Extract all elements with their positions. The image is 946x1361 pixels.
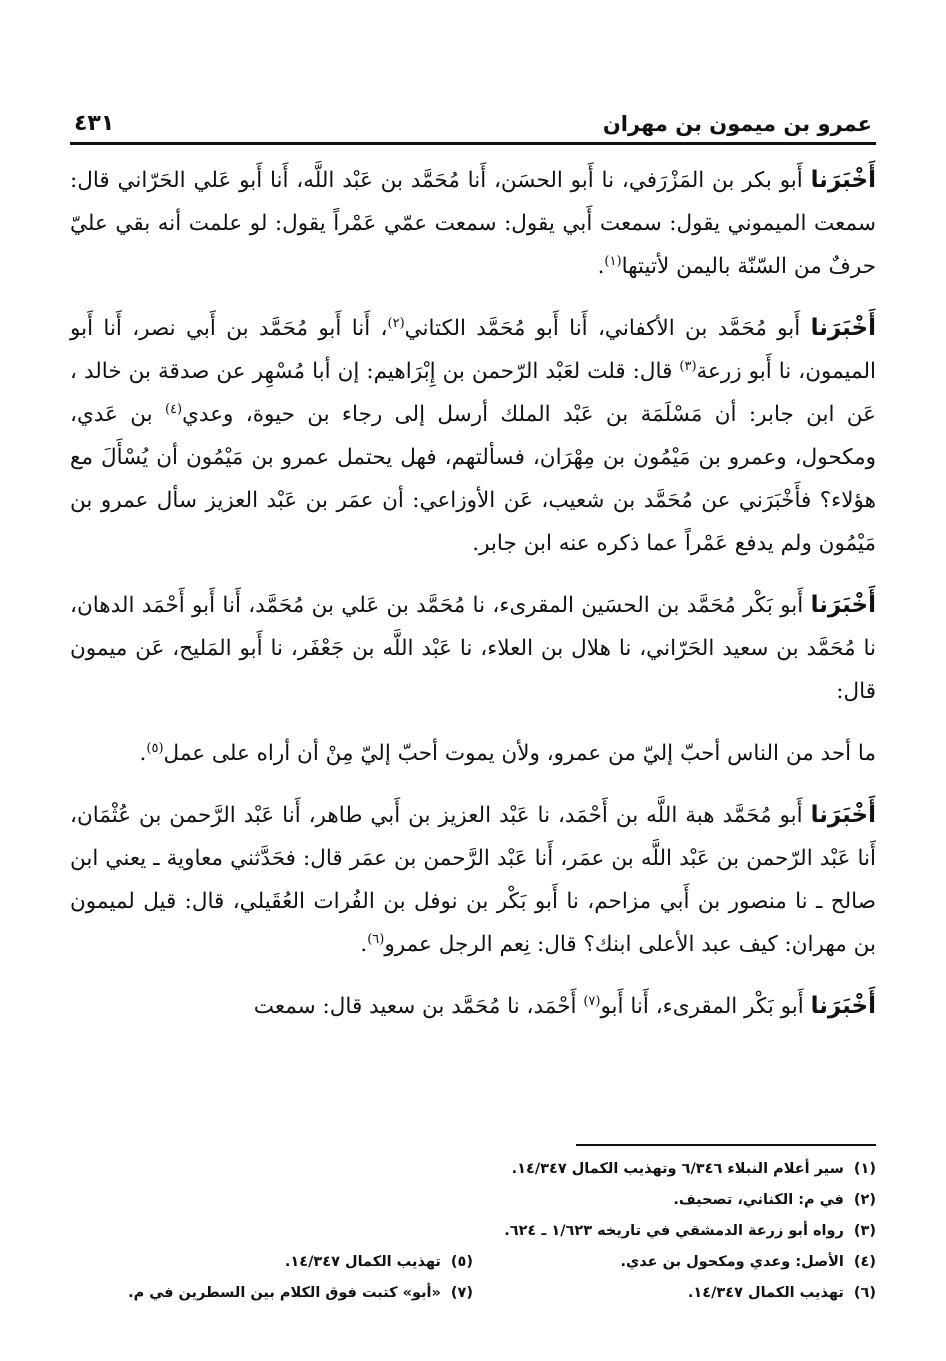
paragraph-3: [70, 584, 876, 713]
footnote-7: [70, 1278, 473, 1309]
footnote-text: تهذيب الكمال ١٤/٣٤٧.: [284, 1254, 441, 1270]
paragraph-text: بن عَدي، ومكحول، وعمرو بن مَيْمُون بن مِهْرَان، فسألتهم، فهل يحتمل عمرو بن مَيْمُون أن يُسْأَلَ مع هؤلاء؟ فأَخْبَرَني عن مُحَمَّد بن شعيب، عَن الأوزاعي: أن عمَر بن عَبْد العزيز سأل عمرو بن مَيْمُون ولم يدفع عَمْراً عما ذكره عنه ابن جابر.: [70, 402, 876, 556]
paragraph-lead: أَخْبَرَنا: [810, 993, 876, 1019]
footnote-marker[interactable]: (٤): [164, 401, 183, 417]
paragraph-tail: .: [597, 254, 605, 279]
paragraph-text: أَبو بَكْر مُحَمَّد بن الحسَين المقرىء، نا مُحَمَّد بن عَلي بن مُحَمَّد، أَنا أَبو أَحْمَد الدهان، نا مُحَمَّد بن سعيد الحَرّاني، نا هلال بن العلاء، نا عَبْد اللَّه بن جَعْفَر، نا أَبو المَليح، عَن ميمون قال:: [70, 593, 876, 704]
paragraph-tail: .: [139, 741, 147, 766]
paragraph-5: [70, 794, 876, 966]
footnote-number: (٥): [450, 1254, 473, 1270]
footnote-number: (١): [853, 1161, 876, 1177]
paragraph-text: قال: قلت لعَبْد الرّحمن بن إِبْرَاهيم: إن أبا مُسْهِر عن صدقة بن خالد ، عَن ابن جابر: أن مَسْلَمَة بن عَبْد الملك أرسل إلى رجاء بن حيوة، وعدي: [70, 359, 877, 427]
footnote-marker[interactable]: (٦): [367, 931, 385, 947]
footnote-text: تهذيب الكمال ١٤/٣٤٧.: [687, 1285, 844, 1301]
footnote-text: الأصل: وعدي ومكحول بن عدي.: [620, 1254, 844, 1270]
footnote-text: سير أعلام النبلاء ٦/٣٤٦ وتهذيب الكمال ١٤/٣٤٧.: [511, 1161, 844, 1177]
footnote-marker[interactable]: (٣): [679, 358, 697, 374]
footnote-row: [70, 1278, 876, 1309]
footnote-marker[interactable]: (٧): [583, 993, 601, 1009]
paragraph-text: أَبو بكر بن المَزْرَفي، نا أَبو الحسَن، أَنا مُحَمَّد بن عَبْد اللَّه، أَنا أَبو عَلي الحَرّاني قال: سمعت الميموني يقول: سمعت أَبي يقول: سمعت عمّي عَمْراً يقول: لو علمت أنه بقي عليّ حرفٌ من السّنّة باليمن لأتيتها: [70, 168, 876, 279]
footnote-2: [70, 1185, 876, 1216]
footnote-marker[interactable]: (٢): [387, 315, 405, 331]
paragraph-text: ما أحد من الناس أحبّ إليّ من عمرو، ولأن يموت أحبّ إليّ مِنْ أن أراه على عمل: [163, 741, 876, 766]
footnote-number: (٢): [853, 1192, 876, 1208]
page-number: ٤٣١: [74, 111, 115, 136]
paragraph-lead: أَخْبَرَنا: [810, 315, 877, 341]
paragraph-6: [70, 985, 876, 1028]
footnote-6: [473, 1278, 876, 1309]
footnote-5: [70, 1247, 473, 1278]
paragraph-2: [70, 307, 876, 565]
footnote-marker[interactable]: (٥): [146, 740, 164, 756]
paragraph-lead: أَخْبَرَنا: [810, 802, 876, 828]
paragraph-tail: أَحْمَد، نا مُحَمَّد بن سعيد قال: سمعت: [253, 994, 584, 1019]
main-text: [70, 159, 876, 1028]
paragraph-tail: .: [360, 932, 368, 957]
paragraph-text: ، أَنا أَبو مُحَمَّد بن أَبي نصر، أَنا أَبو الميمون، نا أَبو زرعة: [70, 316, 876, 384]
paragraph-lead: أَخْبَرَنا: [810, 592, 876, 618]
paragraph-text: أَبو بَكْر المقرىء، أَنا أَبو: [600, 994, 811, 1019]
paragraph-4: [70, 732, 876, 775]
footnote-text: رواه أبو زرعة الدمشقي في تاريخه ١/٦٢٣ ـ ٦٢٤.: [504, 1223, 844, 1239]
footnotes: [70, 1154, 876, 1309]
footnote-number: (٤): [853, 1254, 876, 1270]
paragraph-text: أَبو مُحَمَّد هبة اللَّه بن أَحْمَد، نا عَبْد العزيز بن أَبي طاهر، أَنا عَبْد الرَّحمن بن عُثْمَان، أَنا عَبْد الرّحمن بن عَبْد اللَّه بن عمَر، أَنا عَبْد الرَّحمن بن عمَر قال: فحَدَّثني معاوية ـ يعني ابن صالح ـ نا منصور بن أَبي مزاحم، نا أَبو بَكْر بن نوفل بن الفُرات العُقَيلي، قال: قيل لميمون بن مهران: كيف عبد الأعلى ابنك؟ قال: نِعم الرجل عمرو: [70, 803, 876, 957]
paragraph-lead: أَخْبَرَنا: [810, 167, 876, 193]
footnote-number: (٣): [853, 1223, 876, 1239]
paragraph-1: [70, 159, 876, 288]
paragraph-text: أَبو مُحَمَّد بن الأكفاني، أَنا أَبو مُحَمَّد الكتاني: [404, 316, 811, 341]
footnote-3: [70, 1216, 876, 1247]
footnote-text: «أبو» كتبت فوق الكلام بين السطرين في م.: [128, 1285, 441, 1301]
running-header: [70, 96, 876, 145]
footnote-row: [70, 1247, 876, 1278]
book-page: [70, 96, 876, 1321]
footnote-number: (٦): [853, 1285, 876, 1301]
running-title: عمرو بن ميمون بن مهران: [602, 112, 872, 136]
footnote-number: (٧): [450, 1285, 473, 1301]
footnote-text: في م: الكناني، تصحيف.: [673, 1192, 844, 1208]
footnote-1: [70, 1154, 876, 1185]
footnote-marker[interactable]: (١): [604, 253, 622, 269]
footnote-4: [473, 1247, 876, 1278]
footnote-divider: [576, 1144, 876, 1146]
